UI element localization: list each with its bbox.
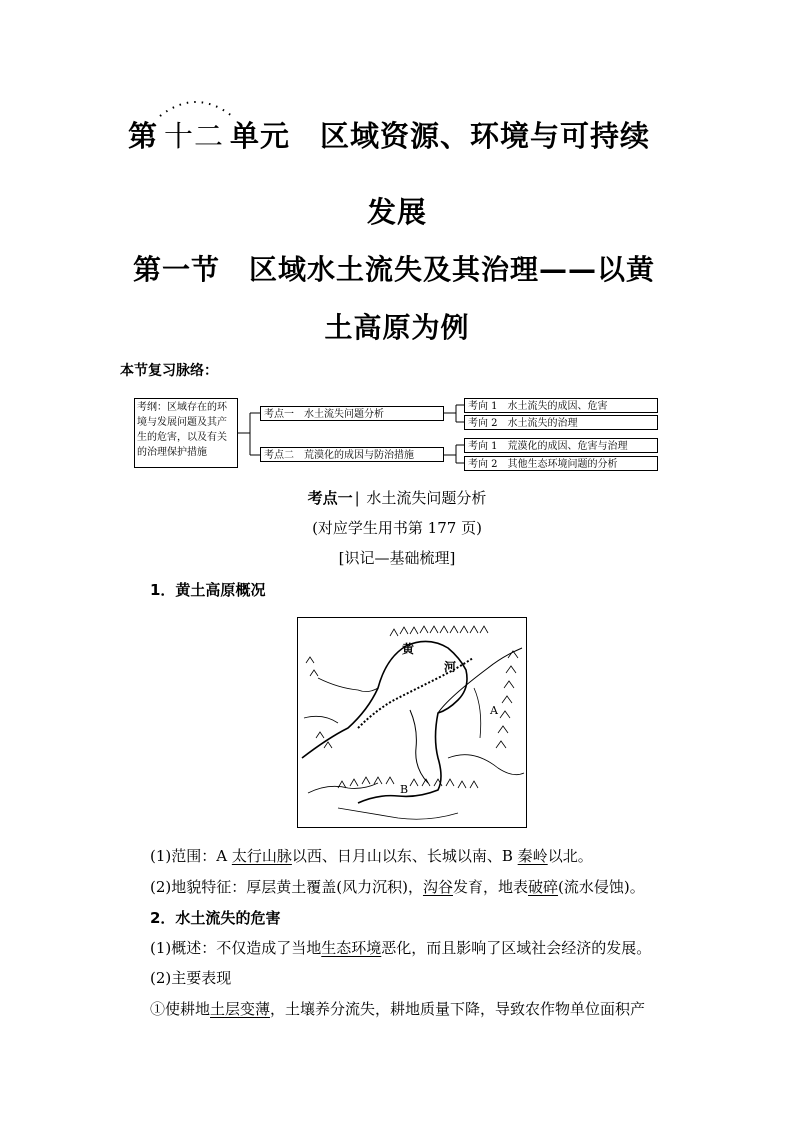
sec1-p1-answer-taihang: 太行山脉 bbox=[231, 847, 292, 865]
unit-title-line2: 发展 bbox=[366, 195, 427, 229]
sec1-p1-answer-qinling: 秦岭 bbox=[517, 847, 548, 865]
unit-title-prefix: 第 bbox=[128, 119, 159, 153]
section-title-line2: 土高原为例 bbox=[324, 311, 470, 344]
map-label-a: A bbox=[490, 704, 498, 717]
loess-plateau-map bbox=[297, 617, 527, 828]
mindmap-point-2-label: 考点二 荒漠化的成因与防治措施 bbox=[264, 450, 414, 461]
review-label: 本节复习脉络： bbox=[120, 363, 218, 379]
sec2-p3-answer: 土层变薄 bbox=[210, 1000, 271, 1018]
sec2-p1-answer: 生态环境 bbox=[321, 939, 382, 957]
mindmap-point-1-label: 考点一 水土流失问题分析 bbox=[264, 409, 384, 420]
mindmap-item-2-2 bbox=[464, 456, 658, 471]
mindmap-item-1-2-label: 考向 2 水土流失的治理 bbox=[468, 418, 578, 429]
sec2-p1 bbox=[150, 937, 651, 958]
sec1-p2-answer-posui: 破碎 bbox=[528, 878, 559, 896]
sec1-p2-answer-gougu: 沟谷 bbox=[422, 878, 453, 896]
mindmap-item-2-1-label: 考向 1 荒漠化的成因、危害与治理 bbox=[468, 441, 628, 452]
sec1-p1-c: 以西、日月山以东、长城以南、B bbox=[291, 847, 518, 865]
mindmap-point-1 bbox=[260, 406, 444, 421]
section-title-line1: 第一节 区域水土流失及其治理——以黄 bbox=[133, 253, 656, 286]
mindmap-item-2-2-label: 考向 2 其他生态环境问题的分析 bbox=[468, 459, 618, 470]
book-ref: (对应学生用书第 177 页) bbox=[312, 519, 482, 537]
unit-number-text: 十二 bbox=[164, 119, 225, 153]
mindmap-item-1-2 bbox=[464, 415, 658, 430]
sec2-title: 2．水土流失的危害 bbox=[150, 909, 281, 927]
mindmap-item-2-1 bbox=[464, 438, 658, 453]
sec1-p2-c: 发育，地表 bbox=[452, 878, 528, 896]
map-label-huang: 黄 bbox=[402, 642, 415, 656]
sec1-p1-a: (1)范围：A bbox=[150, 847, 232, 865]
sec2-p3-c: ，土壤养分流失，耕地质量下降，导致农作物单位面积产 bbox=[270, 1000, 646, 1018]
sec2-p1-a: (1)概述：不仅造成了当地 bbox=[150, 939, 322, 957]
sec2-p3 bbox=[150, 998, 645, 1019]
map-label-he: 河 bbox=[444, 660, 457, 674]
topic-heading bbox=[0, 487, 794, 508]
mindmap-item-1-1 bbox=[464, 398, 658, 413]
section-tag: [识记—基础梳理] bbox=[338, 549, 456, 567]
sec2-p3-a: ①使耕地 bbox=[150, 1000, 211, 1018]
sec1-p1-e: 以北。 bbox=[547, 847, 593, 865]
sec1-p2 bbox=[150, 876, 645, 897]
mindmap-outline-text: 考纲：区域存在的环境与发展问题及其产生的危害，以及有关的治理保护措施 bbox=[137, 402, 227, 458]
topic-heading-bar: | bbox=[354, 489, 360, 507]
sec1-p2-e: (流水侵蚀)。 bbox=[558, 878, 645, 896]
topic-heading-prefix: 考点一 bbox=[307, 489, 353, 507]
topic-heading-title: 水土流失问题分析 bbox=[366, 489, 487, 507]
sec1-title: 1．黄土高原概况 bbox=[150, 581, 266, 599]
sec1-p2-a: (2)地貌特征：厚层黄土覆盖(风力沉积)， bbox=[150, 878, 423, 896]
unit-title-suffix: 单元 区域资源、环境与可持续 bbox=[230, 119, 651, 153]
mindmap-item-1-1-label: 考向 1 水土流失的成因、危害 bbox=[468, 401, 608, 412]
sec2-p2: (2)主要表现 bbox=[150, 969, 232, 987]
mindmap-point-2 bbox=[260, 447, 444, 462]
sec2-p1-c: 恶化，而且影响了区域社会经济的发展。 bbox=[381, 939, 652, 957]
sec1-p1 bbox=[150, 845, 593, 866]
map-label-b: B bbox=[400, 783, 409, 796]
